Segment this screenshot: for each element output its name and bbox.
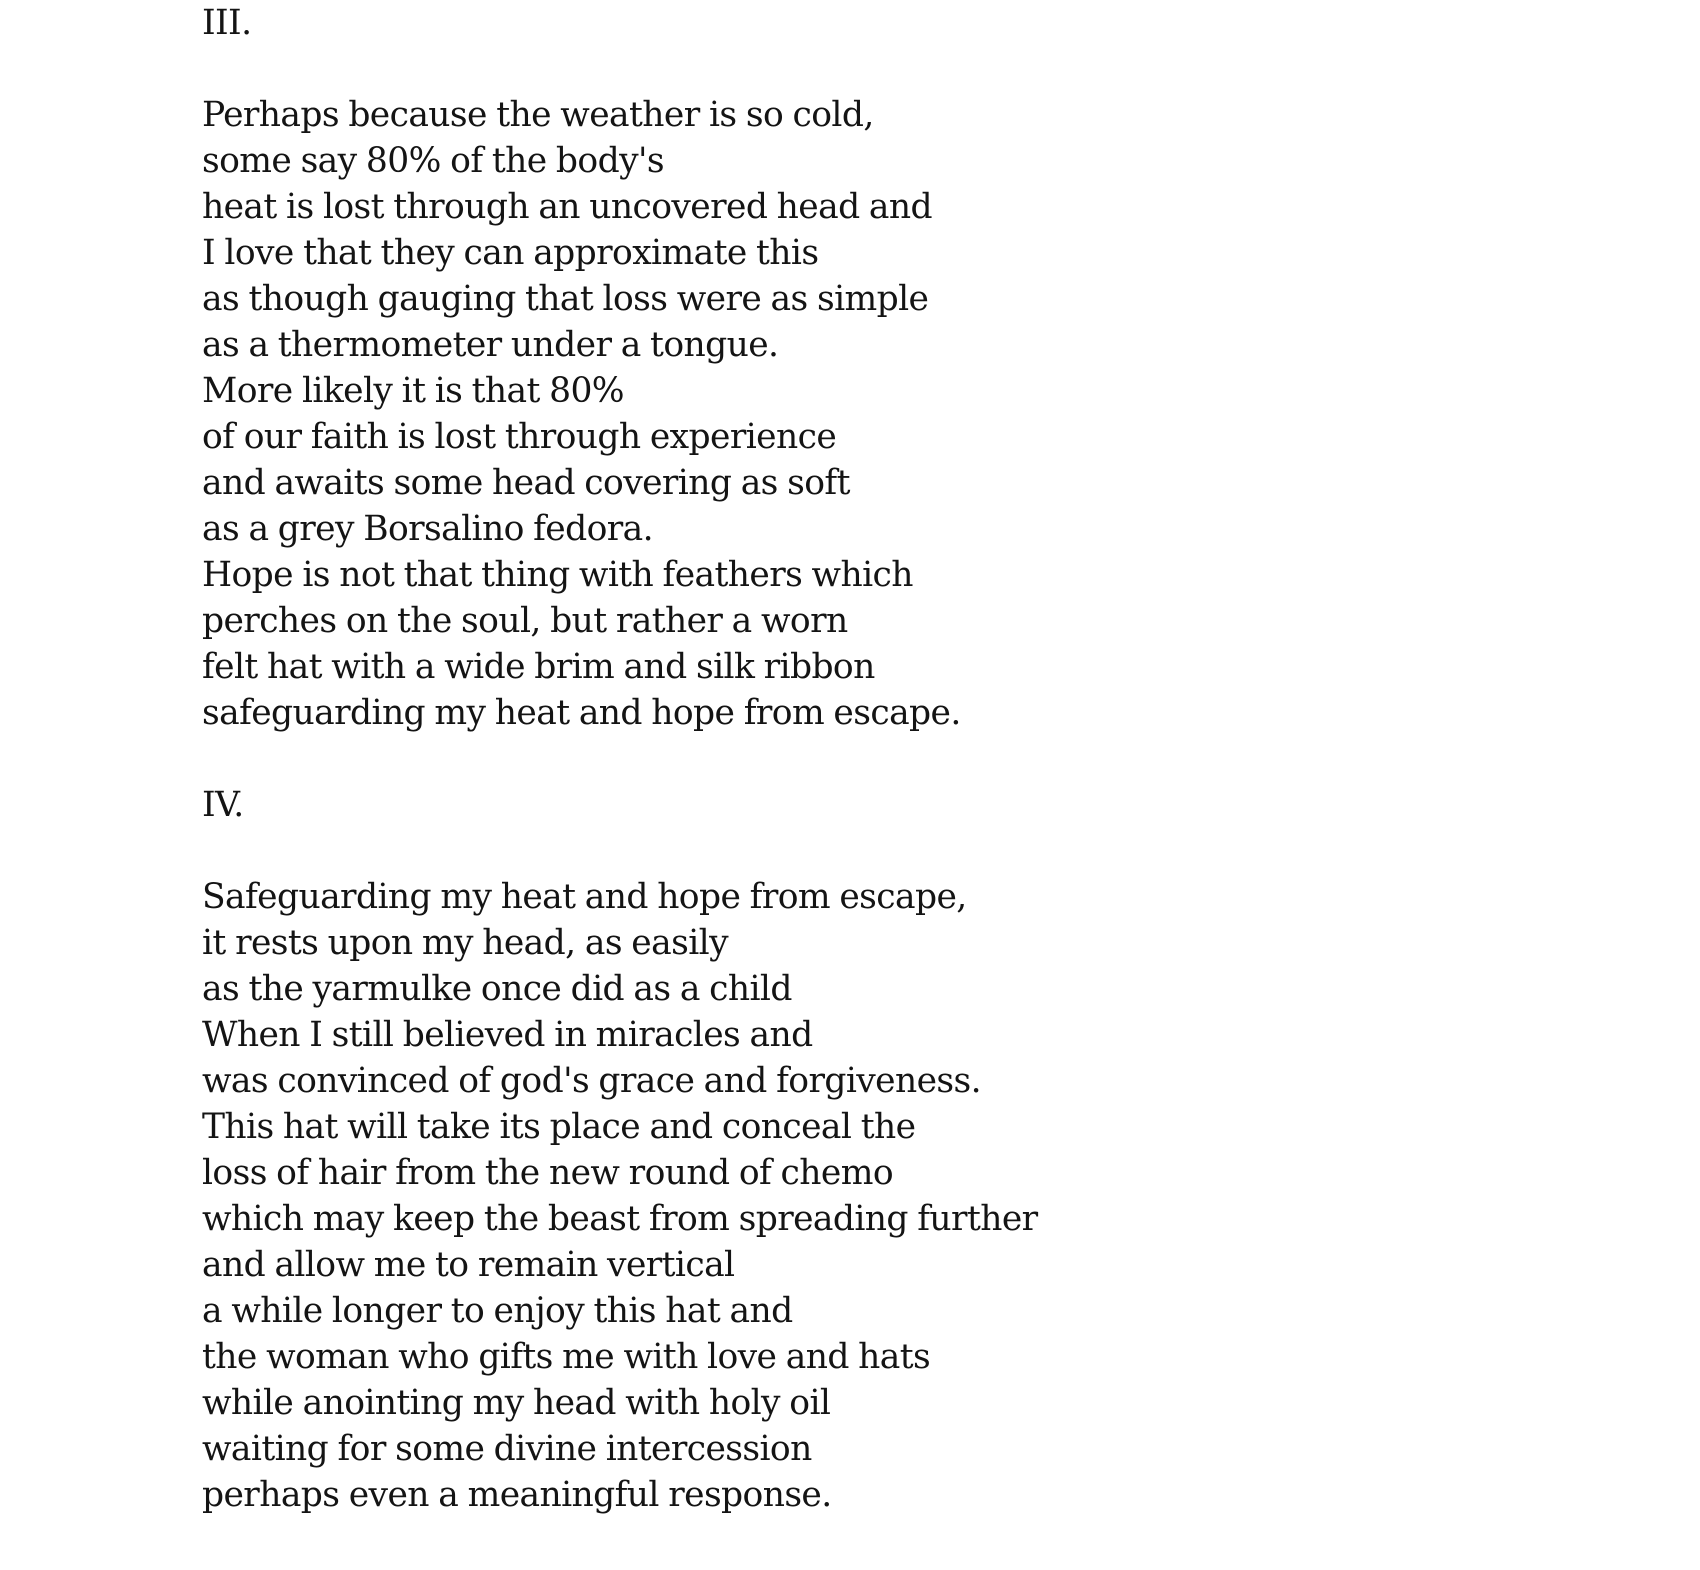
stanza-iv: [202, 874, 1402, 1518]
poem-line: the woman who gifts me with love and hats: [202, 1337, 931, 1377]
poem-line: Perhaps because the weather is so cold,: [202, 95, 874, 135]
poem-line: as a grey Borsalino fedora.: [202, 509, 654, 549]
poem-line: a while longer to enjoy this hat and: [202, 1291, 793, 1331]
poem-line: some say 80% of the body's: [202, 141, 664, 181]
poem-line: and awaits some head covering as soft: [202, 463, 850, 503]
poem-line: it rests upon my head, as easily: [202, 923, 728, 963]
section-heading-iv: IV.: [202, 785, 244, 825]
poem-line: More likely it is that 80%: [202, 371, 624, 411]
poem-line: as the yarmulke once did as a child: [202, 969, 792, 1009]
poem-line: Safeguarding my heat and hope from escape,: [202, 877, 967, 917]
poem-line: perches on the soul, but rather a worn: [202, 601, 848, 641]
poem-line: and allow me to remain vertical: [202, 1245, 735, 1285]
poem-line: This hat will take its place and conceal the: [202, 1107, 916, 1147]
poem-line: of our faith is lost through experience: [202, 417, 837, 457]
poem-body: [202, 0, 1402, 1518]
section-gap: [202, 736, 1402, 782]
poem-line: felt hat with a wide brim and silk ribbon: [202, 647, 875, 687]
poem-line: as a thermometer under a tongue.: [202, 325, 779, 365]
poem-line: safeguarding my heat and hope from escape.: [202, 693, 961, 733]
poem-line: as though gauging that loss were as simple: [202, 279, 929, 319]
poem-line: Hope is not that thing with feathers which: [202, 555, 913, 595]
poem-line: I love that they can approximate this: [202, 233, 819, 273]
section-heading-iii: III.: [202, 3, 252, 43]
stanza-gap: [202, 828, 1402, 874]
poem-line: was convinced of god's grace and forgiveness.: [202, 1061, 981, 1101]
poem-line: perhaps even a meaningful response.: [202, 1475, 832, 1515]
poem-line: When I still believed in miracles and: [202, 1015, 813, 1055]
stanza-gap: [202, 46, 1402, 92]
poem-line: waiting for some divine intercession: [202, 1429, 812, 1469]
poem-line: while anointing my head with holy oil: [202, 1383, 831, 1423]
poem-line: heat is lost through an uncovered head and: [202, 187, 933, 227]
poem-line: which may keep the beast from spreading further: [202, 1199, 1038, 1239]
stanza-iii: [202, 92, 1402, 736]
poem-line: loss of hair from the new round of chemo: [202, 1153, 893, 1193]
